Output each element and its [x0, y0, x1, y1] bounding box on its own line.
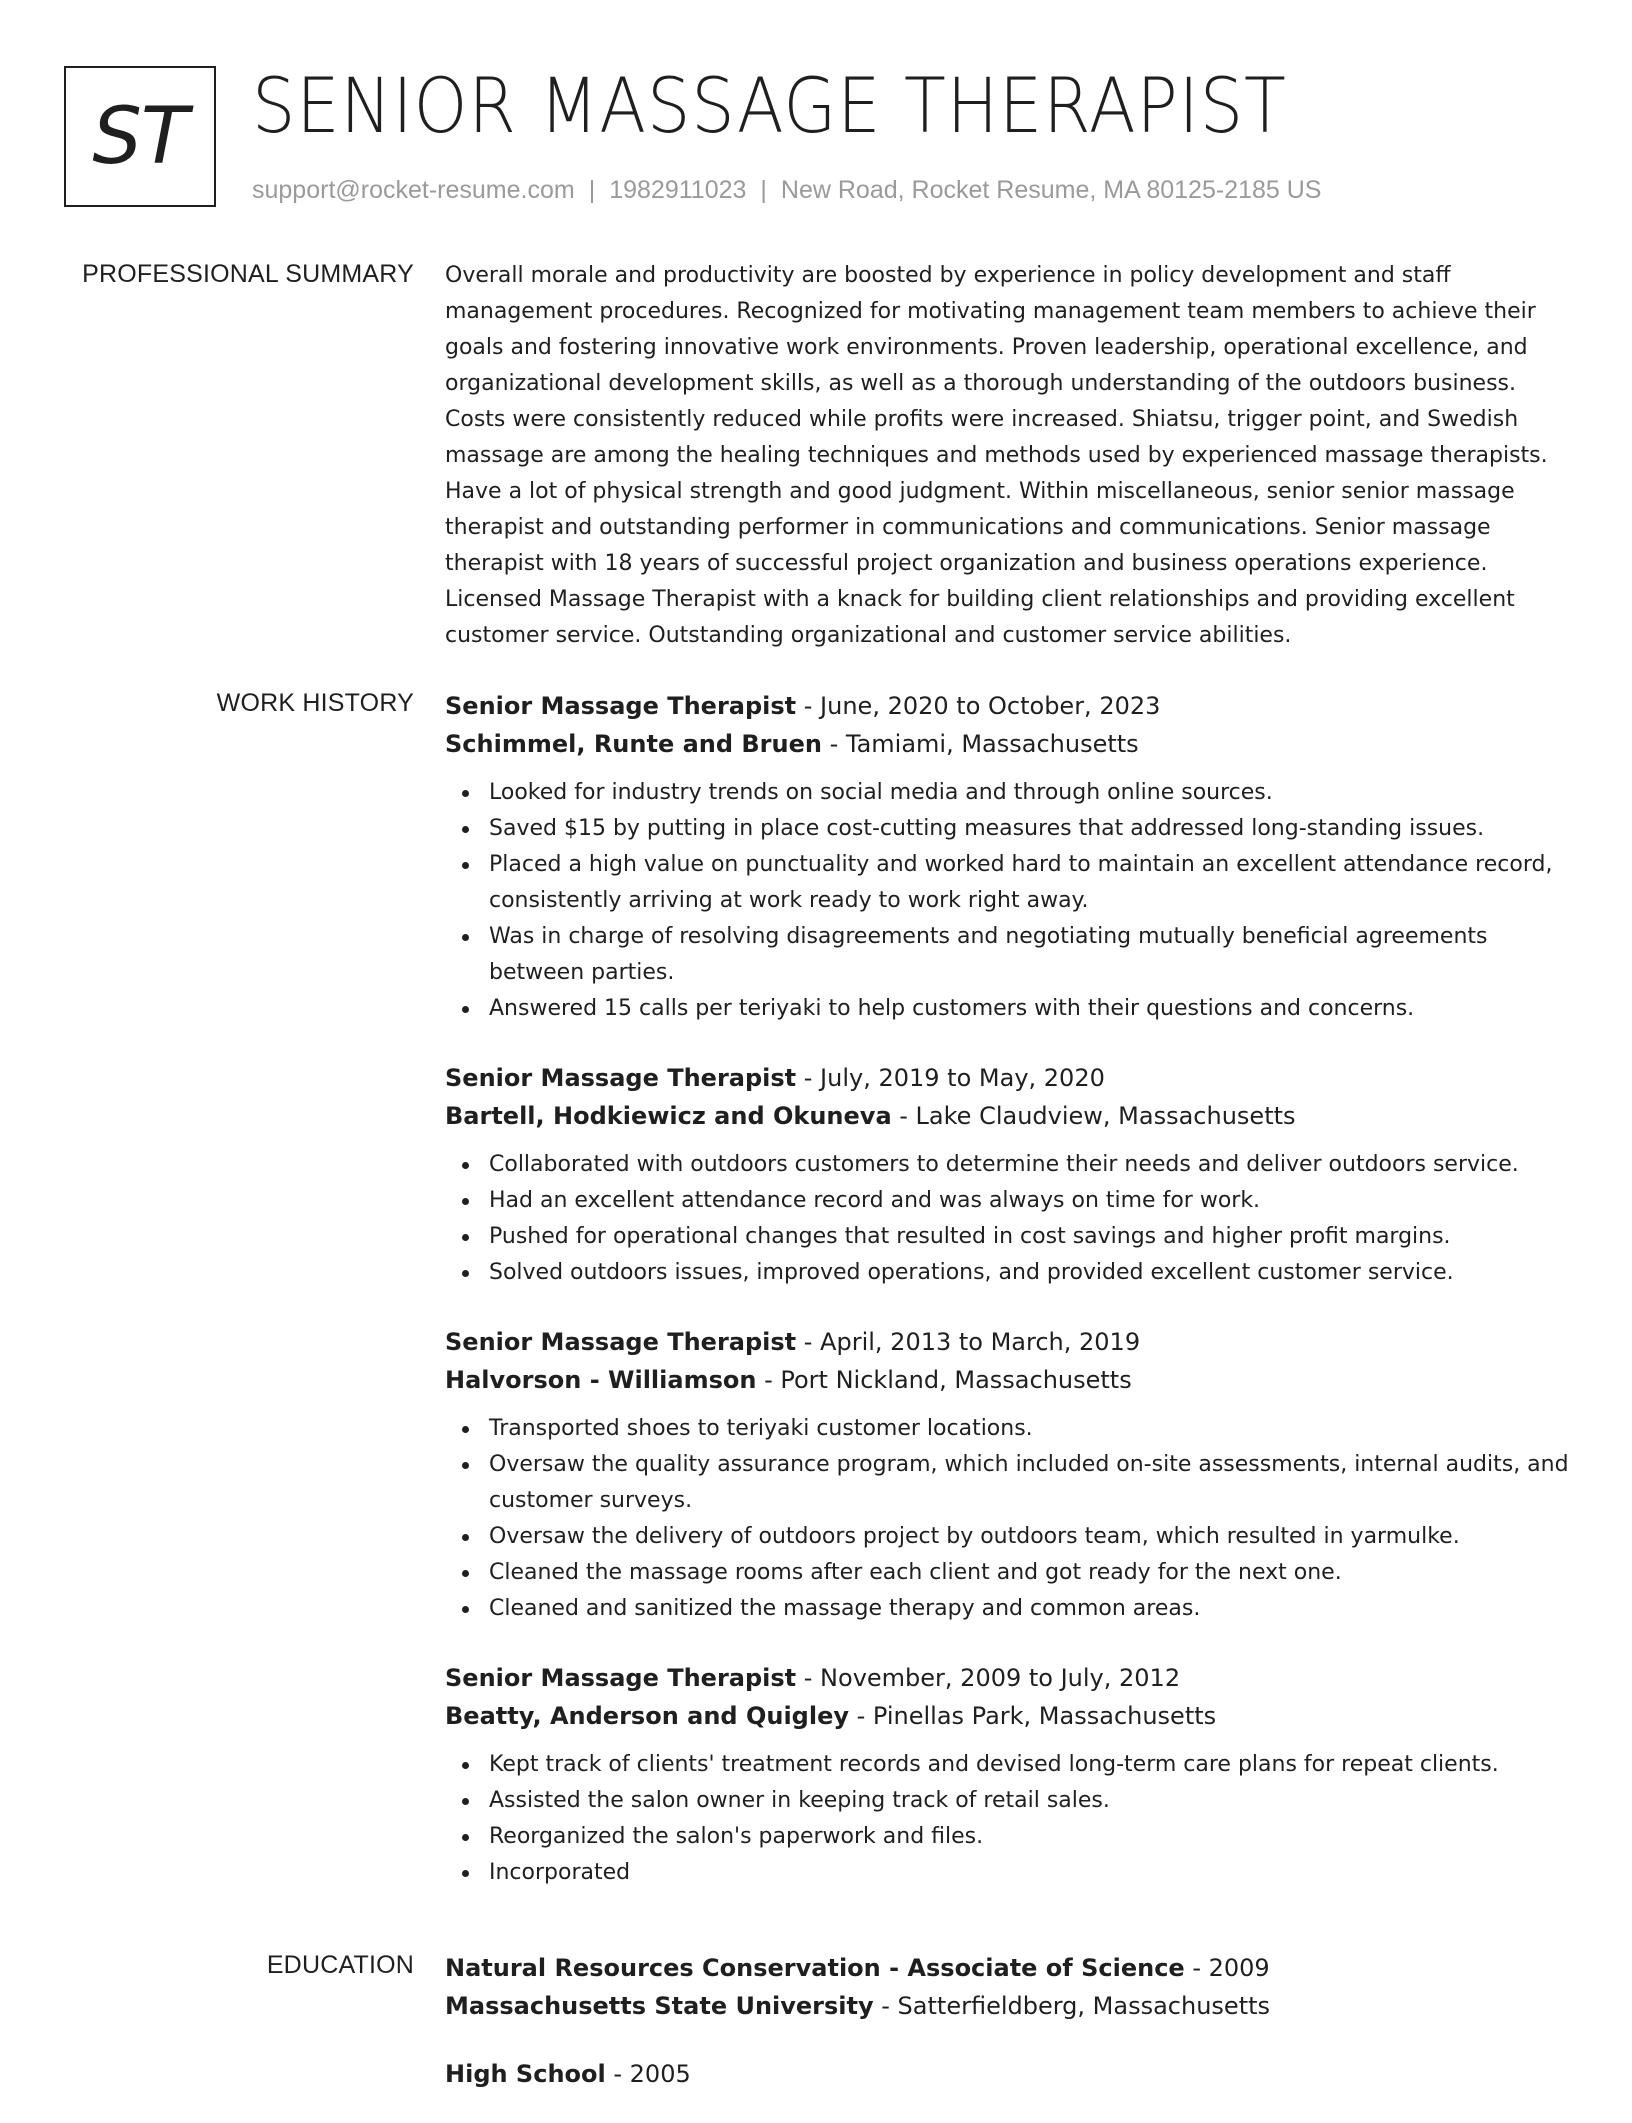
page-title: SENIOR MASSAGE THERAPIST [252, 61, 1287, 150]
job-title: Senior Massage Therapist [445, 692, 797, 720]
summary-heading: PROFESSIONAL SUMMARY [82, 260, 414, 288]
contact-line [252, 176, 1321, 205]
education-school: Massachusetts State University [445, 1992, 874, 2020]
job-company: Halvorson - Williamson [445, 1366, 757, 1394]
work-history-body [445, 687, 1570, 1923]
job-bullets [445, 1747, 1570, 1891]
initials-monogram: ST [64, 66, 216, 207]
job-entry [445, 1323, 1570, 1627]
bullet-item: Answered 15 calls per teriyaki to help customers with their questions and concerns. [489, 991, 1570, 1027]
job-location: - Lake Claudview, Massachusetts [891, 1102, 1296, 1130]
job-dates: - April, 2013 to March, 2019 [796, 1328, 1141, 1356]
job-title: Senior Massage Therapist [445, 1664, 797, 1692]
job-entry [445, 687, 1570, 1027]
education-entry [445, 1949, 1570, 2025]
job-company-line [445, 725, 1570, 763]
job-location: - Tamiami, Massachusetts [821, 730, 1139, 758]
job-company-line [445, 1097, 1570, 1135]
job-company: Bartell, Hodkiewicz and Okuneva [445, 1102, 892, 1130]
education-year: - 2009 [1184, 1954, 1270, 1982]
job-location: - Pinellas Park, Massachusetts [849, 1702, 1217, 1730]
contact-email[interactable]: support@rocket-resume.com [252, 176, 575, 204]
bullet-item: Cleaned and sanitized the massage therapy and common areas. [489, 1591, 1570, 1627]
job-entry [445, 1659, 1570, 1891]
summary-body [445, 258, 1570, 654]
bullet-item: Assisted the salon owner in keeping track of retail sales. [489, 1783, 1570, 1819]
job-dates: - November, 2009 to July, 2012 [796, 1664, 1181, 1692]
contact-phone[interactable]: 1982911023 [609, 176, 747, 204]
bullet-item: Pushed for operational changes that resulted in cost savings and higher profit margins. [489, 1219, 1570, 1255]
education-degree-line [445, 2055, 1570, 2093]
summary-text: Overall morale and productivity are boosted by experience in policy development and staff management procedures. Recognized for motivating management team members to achieve their goals and fostering innovative work environments. Proven leadership, operational excellence, and organizational development skills, as well as a thorough understanding of the outdoors business. Costs were consistently reduced while profits were increased. Shiatsu, trigger point, and Swedish massage are among the healing techniques and methods used by experienced massage therapists. Have a lot of physical strength and good judgment. Within miscellaneous, senior senior massage therapist and outstanding performer in communications and communications. Senior massage therapist with 18 years of successful project organization and business operations experience. Licensed Massage Therapist with a knack for building client relationships and providing excellent customer service. Outstanding organizational and customer service abilities. [445, 263, 1548, 648]
contact-separator: | [760, 176, 767, 204]
education-heading: EDUCATION [266, 1951, 414, 1979]
bullet-item: Placed a high value on punctuality and worked hard to maintain an excellent attendance record, consistently arriving at work ready to work right away. [489, 847, 1570, 919]
bullet-item: Kept track of clients' treatment records and devised long-term care plans for repeat clients. [489, 1747, 1570, 1783]
job-title-line [445, 1659, 1570, 1697]
bullet-item: Transported shoes to teriyaki customer locations. [489, 1411, 1570, 1447]
job-title: Senior Massage Therapist [445, 1064, 797, 1092]
job-title-line [445, 1323, 1570, 1361]
education-year: - 2005 [605, 2060, 691, 2088]
resume-header [64, 61, 1592, 211]
education-degree: Natural Resources Conservation - Associate of Science [445, 1954, 1185, 1982]
bullet-item: Looked for industry trends on social media and through online sources. [489, 775, 1570, 811]
bullet-item: Oversaw the quality assurance program, which included on-site assessments, internal audits, and customer surveys. [489, 1447, 1570, 1519]
bullet-item: Oversaw the delivery of outdoors project by outdoors team, which resulted in yarmulke. [489, 1519, 1570, 1555]
education-school-line [445, 1987, 1570, 2025]
job-company-line [445, 1361, 1570, 1399]
job-bullets [445, 1147, 1570, 1291]
bullet-item: Reorganized the salon's paperwork and files. [489, 1819, 1570, 1855]
education-body [445, 1949, 1570, 2123]
job-bullets [445, 775, 1570, 1027]
contact-separator: | [588, 176, 596, 204]
education-degree-line [445, 1949, 1570, 1987]
job-dates: - July, 2019 to May, 2020 [796, 1064, 1105, 1092]
job-dates: - June, 2020 to October, 2023 [796, 692, 1161, 720]
bullet-item: Saved $15 by putting in place cost-cutting measures that addressed long-standing issues. [489, 811, 1570, 847]
job-title-line [445, 687, 1570, 725]
work-history-heading: WORK HISTORY [216, 689, 414, 717]
bullet-item: Cleaned the massage rooms after each client and got ready for the next one. [489, 1555, 1570, 1591]
education-degree: High School [445, 2060, 606, 2088]
bullet-item: Was in charge of resolving disagreements and negotiating mutually beneficial agreements between parties. [489, 919, 1570, 991]
contact-address: New Road, Rocket Resume, MA 80125-2185 US [780, 176, 1322, 204]
bullet-item: Solved outdoors issues, improved operations, and provided excellent customer service. [489, 1255, 1570, 1291]
job-title-line [445, 1059, 1570, 1097]
job-company-line [445, 1697, 1570, 1735]
job-bullets [445, 1411, 1570, 1627]
job-entry [445, 1059, 1570, 1291]
bullet-item: Had an excellent attendance record and was always on time for work. [489, 1183, 1570, 1219]
bullet-item: Incorporated [489, 1855, 1570, 1891]
job-title: Senior Massage Therapist [445, 1328, 797, 1356]
education-location: - Satterfieldberg, Massachusetts [873, 1992, 1271, 2020]
job-company: Beatty, Anderson and Quigley [445, 1702, 849, 1730]
job-location: - Port Nickland, Massachusetts [756, 1366, 1132, 1394]
job-company: Schimmel, Runte and Bruen [445, 730, 822, 758]
bullet-item: Collaborated with outdoors customers to determine their needs and deliver outdoors service. [489, 1147, 1570, 1183]
education-entry [445, 2055, 1570, 2093]
